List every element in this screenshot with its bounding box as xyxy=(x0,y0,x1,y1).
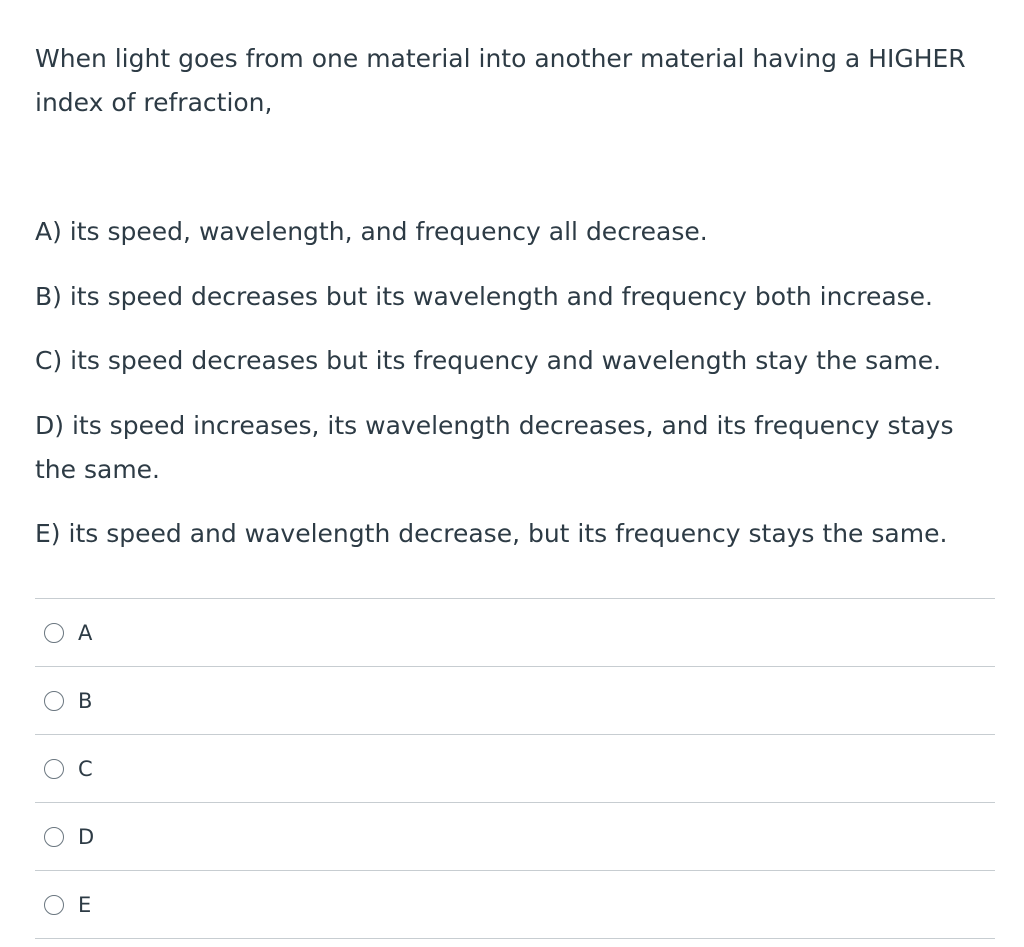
choice-text-a: A) its speed, wavelength, and frequency all decrease. xyxy=(35,217,708,246)
radio-button-c[interactable] xyxy=(44,759,64,779)
radio-button-a[interactable] xyxy=(44,623,64,643)
answer-label-a[interactable]: A xyxy=(78,620,93,645)
radio-button-d[interactable] xyxy=(44,827,64,847)
answer-label-b[interactable]: B xyxy=(78,688,93,713)
answer-option-c[interactable] xyxy=(35,735,995,803)
answer-option-b[interactable] xyxy=(35,667,995,735)
choice-text-b: B) its speed decreases but its wavelength and frequency both increase. xyxy=(35,282,933,311)
radio-button-e[interactable] xyxy=(44,895,64,915)
answer-list xyxy=(35,598,995,939)
answer-label-c[interactable]: C xyxy=(78,756,93,781)
question-prompt: When light goes from one material into another material having a HIGHER index of refraction, xyxy=(35,44,966,117)
answer-option-d[interactable] xyxy=(35,803,995,871)
choice-text-c: C) its speed decreases but its frequency and wavelength stay the same. xyxy=(35,346,942,375)
radio-button-b[interactable] xyxy=(44,691,64,711)
answer-option-a[interactable] xyxy=(35,599,995,667)
answer-option-e[interactable] xyxy=(35,871,995,939)
choice-text-e: E) its speed and wavelength decrease, but its frequency stays the same. xyxy=(35,519,948,548)
choice-text-d: D) its speed increases, its wavelength decreases, and its frequency stays the same. xyxy=(35,411,954,484)
answer-label-d[interactable]: D xyxy=(78,824,95,849)
answer-label-e[interactable]: E xyxy=(78,892,92,917)
